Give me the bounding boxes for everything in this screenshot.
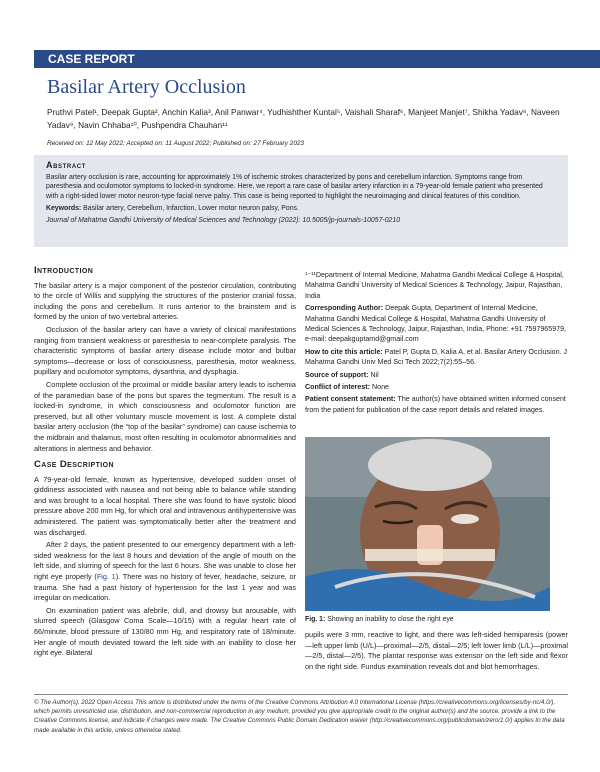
abstract-heading: Abstract bbox=[46, 160, 86, 170]
journal-citation bbox=[46, 216, 556, 225]
author-list: Pruthvi Patel¹, Deepak Gupta², Anchin Kalia³, Anil Panwar⁴, Yudhishther Kuntal⁵, Vaishali Sharaf⁶, Manjeet Manjet⁷, Shikha Yadav⁸, Naveen Yadav⁹, Navin Chhaba¹⁰, Pushpendra Chauhan¹¹ bbox=[47, 107, 560, 130]
right-column bbox=[305, 270, 568, 417]
journal-citation-text: Journal of Mahatma Gandhi University of Medical Sciences and Technology (2022): 10.5005/jp-journals-10057-0210 bbox=[46, 217, 401, 225]
continuation-paragraph: pupils were 3 mm, reactive to light, and there was left-sided hemiparesis (power—left upper limb (U/L)—proximal—2/5, distal—2/5; left lower limb (L/L)—proximal—2/5, distal—2/5). The plantar response was extensor on the left side and flexor on the right side. Fundus examination reveals dot and blot hemorrhages. bbox=[305, 630, 568, 671]
left-column bbox=[34, 266, 296, 661]
keywords-value: Basilar artery, Cerebellum, Infarction, Lower motor neuron palsy, Pons. bbox=[83, 204, 299, 212]
patient-photo-illustration bbox=[305, 437, 550, 611]
source-of-support bbox=[305, 370, 568, 380]
figure-caption-text: Showing an inability to close the right eye bbox=[327, 616, 454, 623]
article-title: Basilar Artery Occlusion bbox=[47, 76, 246, 98]
abstract-text: Basilar artery occlusion is rare, accounting for approximately 1% of ischemic strokes characterized by pons and cerebellum infarction. Symptoms range from paresthesia and oculomotor symptoms to locked-in syndrome. Here, we report a rare case of basilar artery infarction in a 79-year-old female patient who presented with a right-sided lower motor neuron-type facial nerve palsy. This case is being reported to highlight the neuroimaging and clinical features of this condition. bbox=[46, 174, 543, 200]
case-p2-text-a: After 2 days, the patient presented to our emergency department with a left-sided weakness for the last 8 hours and deviation of the angle of mouth on the left side, and slurring of speech for the last 6 hours. She was unable to close her right eye properly ( bbox=[34, 540, 296, 582]
intro-paragraph-1: The basilar artery is a major component of the posterior circulation, contributing to the circle of Willis and supplying the structures of the posterior cranial fossa, including the pons and cerebellum. It runs anterior to the brainstem and is formed by the union of two vertebral arteries. bbox=[34, 280, 296, 322]
corresponding-author-label: Corresponding Author: bbox=[305, 304, 384, 313]
patient-photo bbox=[305, 437, 550, 611]
footer-divider bbox=[34, 694, 568, 695]
how-to-cite bbox=[305, 347, 568, 368]
case-paragraph-2 bbox=[34, 540, 296, 604]
how-to-cite-text: Patel P, Gupta D, Kalia A, et al. Basilar Artery Occlusion. J Mahatma Gandhi Univ Med Sci Tech 2022;7(2):55–56. bbox=[305, 347, 568, 367]
figure-1-link[interactable]: Fig. 1 bbox=[96, 572, 116, 582]
case-description-heading: Case Description bbox=[34, 459, 114, 471]
case-p2-text-b: ). There was no history of fever, headache, seizure, or trauma. She had a past history of hypertension for the last 1 year and was irregular on medication. bbox=[34, 572, 296, 603]
conflict-of-interest-label: Conflict of interest: bbox=[305, 383, 371, 392]
consent-label: Patient consent statement: bbox=[305, 395, 396, 404]
consent-statement bbox=[305, 394, 568, 415]
intro-paragraph-2: Occlusion of the basilar artery can have a variety of clinical manifestations ranging from transient weakness or paresthesia to near-complete paralysis. The characteristic symptoms of basilar artery disease include motor and bulbar symptoms—decrease or loss of consciousness, paresthesia, motor weakness, pupillary and oculomotor symptoms, dysarthria, and dysphagia. bbox=[34, 324, 296, 377]
article-type-banner: CASE REPORT bbox=[34, 50, 600, 68]
source-of-support-label: Source of support: bbox=[305, 370, 369, 379]
case-paragraph-3: On examination patient was afebrile, dull, and drowsy but arousable, with slurred speech (Glasgow Coma Scale—10/15) with a regular heart rate of 66/minute, blood pressure of 130/80 mm Hg, and respiratory rate of 18/minute. Her angle of mouth deviated toward the left side with an inability to close her right eye. Bilateral bbox=[34, 605, 296, 658]
keywords-label: Keywords: bbox=[46, 204, 82, 212]
corresponding-author-text: Deepak Gupta, Department of Internal Medicine, Mahatma Gandhi Medical College & Hospital, Mahatma Gandhi University of Medical Sciences & Technology, Jaipur, Rajasthan, India, Phone: +91 7597965979, e-mail: deepakguptamd@gmail.com bbox=[305, 304, 567, 344]
introduction-heading: Introduction bbox=[34, 265, 94, 276]
intro-paragraph-3: Complete occlusion of the proximal or middle basilar artery leads to ischemia of the paramedian base of the pons but spares the tegmentum. The result is a locked-in syndrome, in which consciousness and oculomotor function are preserved, but all other voluntary muscle movement is lost. A complete distal basilar artery occlusion (the “top of the basilar” syndrome) can cause ischemia to the midbrain and thalamus, most often resulting in oculomotor abnormalities and alterations in alertness and behavior. bbox=[34, 379, 296, 453]
publication-dates: Received on: 12 May 2022; Accepted on: 11 August 2022; Published on: 27 February 2023 bbox=[47, 140, 304, 147]
how-to-cite-label: How to cite this article: bbox=[305, 347, 383, 356]
consent-text: The author(s) have obtained written informed consent from the patient for publication of the case report details and related images. bbox=[305, 395, 566, 414]
source-of-support-value: Nil bbox=[370, 370, 379, 379]
abstract-box bbox=[34, 155, 568, 247]
case-paragraph-1: A 79-year-old female, known as hypertensive, developed sudden onset of giddiness associated with nausea and not being able to balance while standing and was brought to a local hospital. There she was found to have systolic blood pressure above 200 mm Hg, for which oral and intravenous antihypertensive was administered. The patient was symptomatically better after the treatment and was discharged. bbox=[34, 474, 296, 537]
conflict-of-interest bbox=[305, 382, 568, 392]
keywords-line bbox=[46, 204, 556, 213]
affiliations: ¹⁻¹¹Department of Internal Medicine, Mahatma Gandhi Medical College & Hospital, Mahatma Gandhi University of Medical Sciences & Technology, Jaipur, Rajasthan, India bbox=[305, 271, 564, 300]
license-statement: © The Author(s). 2022 Open Access This article is distributed under the terms of the Creative Commons Attribution 4.0 International License (https://creativecommons.org/licenses/by-nc/4.0/), which permits unrestricted use, distribution, and non-commercial reproduction in any medium, provided you give appropriate credit to the original author(s) and the source, provide a link to the Creative Commons license, and indicate if changes were made. The Creative Commons Public Domain Dedication waiver (http://creativecommons.org/publicdomain/zero/1.0/) applies to the data made available in this article, unless otherwise stated. bbox=[34, 699, 565, 734]
figure-caption-label: Fig. 1: bbox=[305, 616, 326, 623]
figure-caption bbox=[305, 616, 454, 623]
conflict-of-interest-value: None bbox=[372, 383, 389, 392]
corresponding-author bbox=[305, 303, 568, 345]
right-column-continuation bbox=[305, 630, 568, 674]
